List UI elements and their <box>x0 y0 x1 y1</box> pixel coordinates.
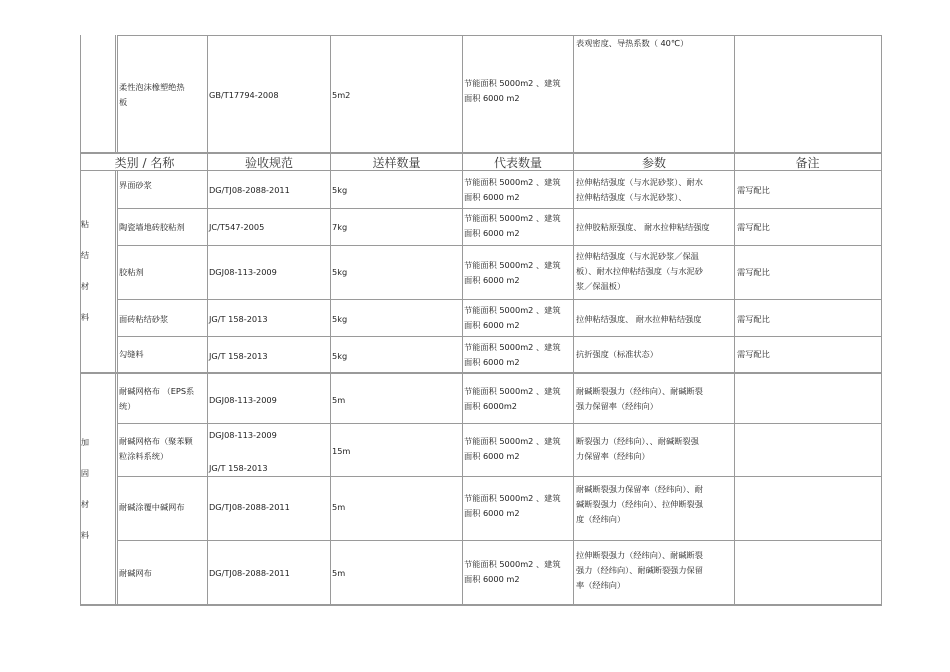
row-standard: JG/T 158-2013 <box>209 314 268 324</box>
row-quantity: 5m <box>332 395 346 405</box>
group-label-bonding: 粘 结 材 料 <box>80 219 90 322</box>
row-coverage: 节能面积 5000m2 、建筑 面积 6000 m2 <box>464 305 561 330</box>
row-name: 耐碱网布 <box>119 568 152 578</box>
row-params: 拉伸胶粘原强度、 耐水拉伸粘结强度 <box>576 222 710 232</box>
table-rule <box>117 423 882 424</box>
row-standard-secondary: JG/T 158-2013 <box>209 463 268 473</box>
row-quantity: 5kg <box>332 314 348 324</box>
header-quantity: 送样数量 <box>372 156 421 170</box>
row-params: 断裂强力（经纬向）、、耐碱断裂强 力保留率（经纬向） <box>576 436 699 461</box>
row-coverage: 节能面积 5000m2 、建筑 面积 6000m2 <box>464 386 561 411</box>
row-standard: JG/T 158-2013 <box>209 351 268 361</box>
table-rule <box>115 35 116 152</box>
row-quantity: 5kg <box>332 351 348 361</box>
top-row-params: 表观密度、导热系数（ 40℃） <box>576 38 689 48</box>
table-rule <box>734 35 735 152</box>
row-params: 拉伸粘结强度（与水泥砂浆／保温 板）、耐水拉伸粘结强度（与水泥砂 浆／保温板） <box>576 251 703 291</box>
row-params: 拉伸粘结强度（与水泥砂浆）、耐水 拉伸粘结强度（与水泥砂浆）、 <box>576 177 703 202</box>
row-name: 面砖粘结砂浆 <box>119 314 169 324</box>
table-rule <box>117 299 882 300</box>
row-quantity: 15m <box>332 446 351 456</box>
group-label-reinforcing: 加 固 材 料 <box>80 437 90 540</box>
top-row-standard: GB/T17794-2008 <box>209 90 279 100</box>
top-row-name: 柔性泡沫橡塑绝热 板 <box>119 82 185 107</box>
row-standard: JC/T547-2005 <box>209 222 265 232</box>
row-remarks: 需写配比 <box>737 185 770 195</box>
row-name: 耐碱涂覆中碱网布 <box>119 502 185 512</box>
row-coverage: 节能面积 5000m2 、建筑 面积 6000 m2 <box>464 559 561 584</box>
header-remarks: 备注 <box>795 156 820 170</box>
table-rule <box>573 35 574 152</box>
row-coverage: 节能面积 5000m2 、建筑 面积 6000 m2 <box>464 436 561 461</box>
row-name: 陶瓷墙地砖胶粘剂 <box>119 222 185 232</box>
table-rule <box>330 170 331 604</box>
table-rule <box>117 476 882 477</box>
row-standard: DG/TJ08-2088-2011 <box>209 502 290 512</box>
table-rule <box>80 152 882 154</box>
row-name: 耐碱网格布（聚苯颗 粒涂料系统） <box>119 436 193 461</box>
row-remarks: 需写配比 <box>737 314 770 324</box>
row-quantity: 5kg <box>332 267 348 277</box>
table-rule <box>117 35 882 36</box>
row-standard: DGJ08-113-2009 <box>209 395 277 405</box>
table-rule <box>115 170 116 604</box>
table-rule <box>734 170 735 604</box>
row-coverage: 节能面积 5000m2 、建筑 面积 6000 m2 <box>464 342 561 367</box>
row-params: 拉伸粘结强度、 耐水拉伸粘结强度 <box>576 314 702 324</box>
row-coverage: 节能面积 5000m2 、建筑 面积 6000 m2 <box>464 493 561 518</box>
table-rule <box>117 208 882 209</box>
row-name: 耐碱网格布 （EPS系 统） <box>119 386 195 411</box>
row-standard: DGJ08-113-2009 <box>209 430 277 440</box>
row-coverage: 节能面积 5000m2 、建筑 面积 6000 m2 <box>464 177 561 202</box>
row-quantity: 5kg <box>332 185 348 195</box>
row-name: 胶粘剂 <box>119 267 144 277</box>
table-rule <box>80 372 882 374</box>
row-quantity: 5m <box>332 502 346 512</box>
header-standard: 验收规范 <box>244 156 293 170</box>
row-quantity: 5m <box>332 568 346 578</box>
header-category: 类别 / 名称 <box>114 156 175 170</box>
top-row-coverage: 节能面积 5000m2 、建筑 面积 6000 m2 <box>464 78 561 103</box>
table-rule <box>117 245 882 246</box>
row-name: 勾缝料 <box>119 349 144 359</box>
row-standard: DGJ08-113-2009 <box>209 267 277 277</box>
table-rule <box>881 35 882 604</box>
row-standard: DG/TJ08-2088-2011 <box>209 185 290 195</box>
row-params: 耐碱断裂强力保留率（经纬向）、耐 碱断裂强力（经纬向）、拉伸断裂强 度（经纬向） <box>576 484 703 524</box>
row-params: 抗折强度（标准状态） <box>576 349 658 359</box>
table-rule <box>80 604 882 606</box>
header-params: 参数 <box>641 156 666 170</box>
row-remarks: 需写配比 <box>737 349 770 359</box>
top-row-quantity: 5m2 <box>332 90 351 100</box>
row-standard: DG/TJ08-2088-2011 <box>209 568 290 578</box>
table-rule <box>117 336 882 337</box>
row-name: 界面砂浆 <box>119 180 152 190</box>
row-remarks: 需写配比 <box>737 267 770 277</box>
row-coverage: 节能面积 5000m2 、建筑 面积 6000 m2 <box>464 213 561 238</box>
row-quantity: 7kg <box>332 222 348 232</box>
row-params: 拉伸断裂强力（经纬向）、耐碱断裂 强力（经纬向）、耐碱断裂强力保留 率（经纬向） <box>576 550 703 590</box>
table-rule <box>573 170 574 604</box>
table-rule <box>117 540 882 541</box>
row-params: 耐碱断裂强力（经纬向）、耐碱断裂 强力保留率（经纬向） <box>576 386 703 411</box>
row-remarks: 需写配比 <box>737 222 770 232</box>
header-coverage: 代表数量 <box>493 156 542 170</box>
row-coverage: 节能面积 5000m2 、建筑 面积 6000 m2 <box>464 260 561 285</box>
